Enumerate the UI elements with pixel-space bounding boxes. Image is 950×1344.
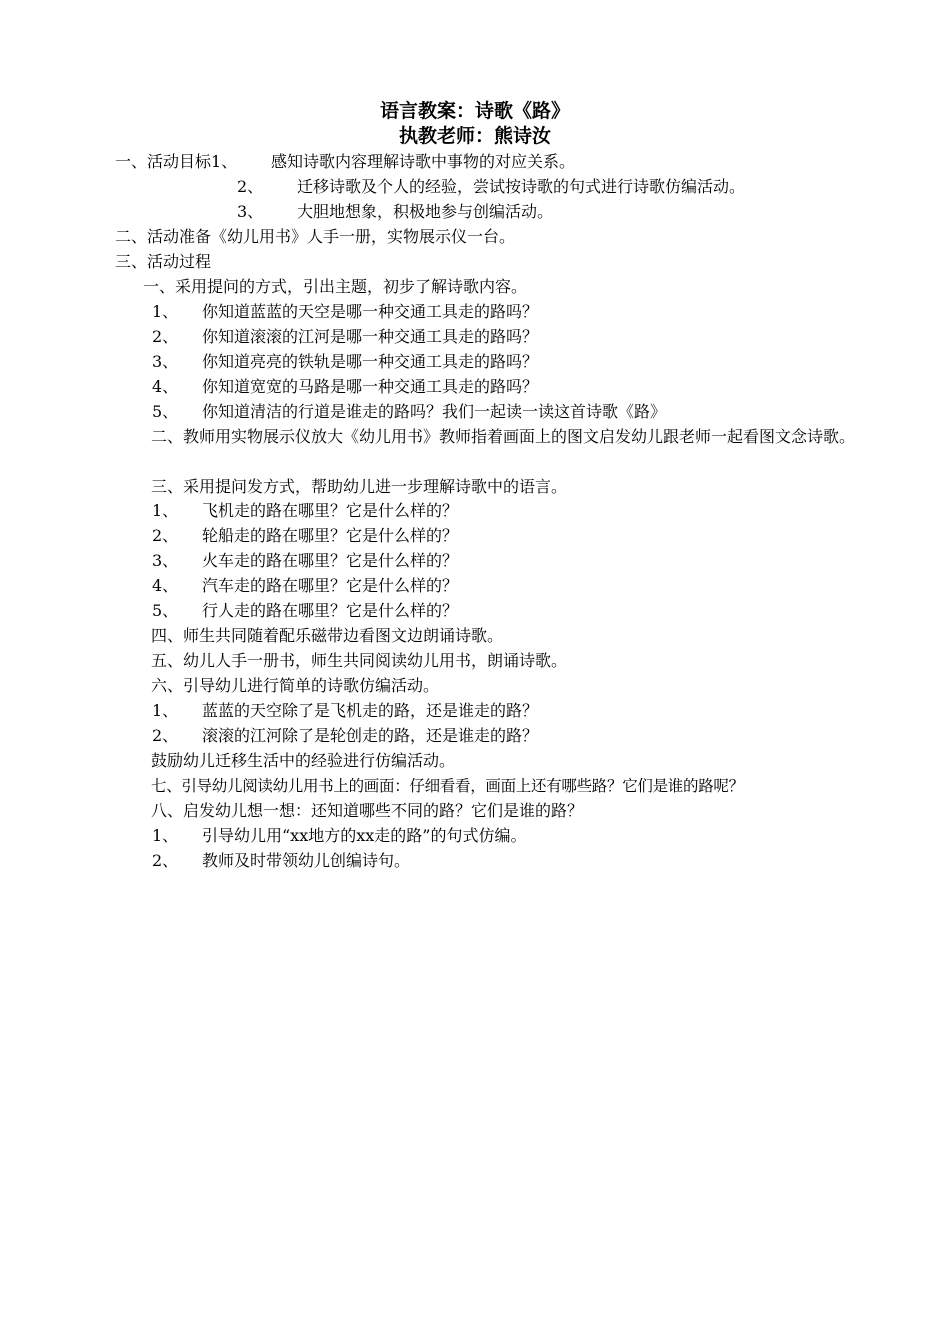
list-text: 飞机走的路在哪里？它是什么样的？	[202, 501, 459, 520]
list-text: 引导幼儿用“xx地方的xx走的路”的句式仿编。	[202, 826, 527, 845]
list-number: 3、	[152, 551, 179, 570]
list-number: 1、	[152, 302, 179, 321]
list-number: 2、	[237, 177, 264, 196]
list-number: 2、	[152, 327, 179, 346]
list-text: 行人走的路在哪里？它是什么样的？	[202, 601, 459, 620]
list-number: 5、	[152, 601, 179, 620]
list-number: 4、	[152, 576, 179, 595]
list-item	[152, 301, 538, 323]
list-text: 滚滚的江河除了是轮创走的路，还是谁走的路？	[202, 726, 539, 745]
list-item	[152, 850, 410, 872]
list-item	[152, 376, 538, 398]
list-text: 大胆地想象，积极地参与创编活动。	[297, 202, 554, 221]
list-number: 2、	[152, 851, 179, 870]
step6-heading: 六、引导幼儿进行简单的诗歌仿编活动。	[151, 676, 440, 695]
list-number: 2、	[152, 526, 179, 545]
list-number: 4、	[152, 377, 179, 396]
teacher-name: 执教老师：熊诗汝	[398, 125, 551, 147]
list-item	[152, 401, 666, 423]
list-text: 感知诗歌内容理解诗歌中事物的对应关系。	[271, 152, 576, 171]
list-text: 你知道亮亮的铁轨是哪一种交通工具走的路吗？	[202, 352, 539, 371]
list-item	[152, 326, 538, 348]
list-text: 你知道清洁的行道是谁走的路吗？我们一起读一读这首诗歌《路》	[202, 402, 667, 421]
list-item	[152, 351, 538, 373]
list-item	[152, 825, 526, 847]
objectives-label: 一、活动目标	[115, 152, 212, 171]
list-item	[152, 600, 458, 622]
list-number: 1、	[152, 501, 179, 520]
objective-line-1	[115, 151, 575, 173]
list-text: 迁移诗歌及个人的经验，尝试按诗歌的句式进行诗歌仿编活动。	[297, 177, 746, 196]
list-text: 你知道宽宽的马路是哪一种交通工具走的路吗？	[202, 377, 539, 396]
step5-line: 五、幼儿人手一册书，师生共同阅读幼儿用书，朗诵诗歌。	[151, 651, 568, 670]
list-number: 1、	[152, 826, 179, 845]
list-item	[152, 500, 458, 522]
list-text: 火车走的路在哪里？它是什么样的？	[202, 551, 459, 570]
list-text: 你知道滚滚的江河是哪一种交通工具走的路吗？	[202, 327, 539, 346]
list-text: 轮船走的路在哪里？它是什么样的？	[202, 526, 459, 545]
step6-note: 鼓励幼儿迁移生活中的经验进行仿编活动。	[151, 751, 456, 770]
list-number: 1、	[152, 701, 179, 720]
list-text: 蓝蓝的天空除了是飞机走的路，还是谁走的路？	[202, 701, 539, 720]
list-text: 你知道蓝蓝的天空是哪一种交通工具走的路吗？	[202, 302, 539, 321]
list-number: 3、	[152, 352, 179, 371]
list-text: 汽车走的路在哪里？它是什么样的？	[202, 576, 459, 595]
list-item	[152, 725, 538, 747]
list-item	[152, 700, 538, 722]
list-number: 5、	[152, 402, 179, 421]
step3-heading: 三、采用提问发方式，帮助幼儿进一步理解诗歌中的语言。	[151, 477, 568, 496]
list-item	[152, 575, 458, 597]
list-item	[152, 550, 458, 572]
preparation-line: 二、活动准备《幼儿用书》人手一册，实物展示仪一台。	[115, 227, 516, 246]
step8-heading: 八、启发幼儿想一想：还知道哪些不同的路？它们是谁的路？	[151, 801, 584, 820]
list-text: 教师及时带领幼儿创编诗句。	[202, 851, 411, 870]
list-number: 1、	[211, 152, 238, 171]
step1-heading: 一、采用提问的方式，引出主题，初步了解诗歌内容。	[143, 277, 528, 296]
process-label: 三、活动过程	[115, 252, 212, 271]
list-number: 3、	[237, 202, 264, 221]
objective-line-2	[237, 176, 745, 198]
list-item	[152, 525, 458, 547]
document-title: 语言教案：诗歌《路》	[379, 100, 570, 122]
list-number: 2、	[152, 726, 179, 745]
step2-paragraph: 二、教师用实物展示仪放大《幼儿用书》教师指着画面上的图文启发幼儿跟老师一起看图文念诗歌。	[151, 427, 856, 446]
step4-line: 四、师生共同随着配乐磁带边看图文边朗诵诗歌。	[151, 626, 504, 645]
step7-line: 七、引导幼儿阅读幼儿用书上的画面：仔细看看，画面上还有哪些路？它们是谁的路呢？	[151, 777, 744, 795]
objective-line-3	[237, 201, 553, 223]
